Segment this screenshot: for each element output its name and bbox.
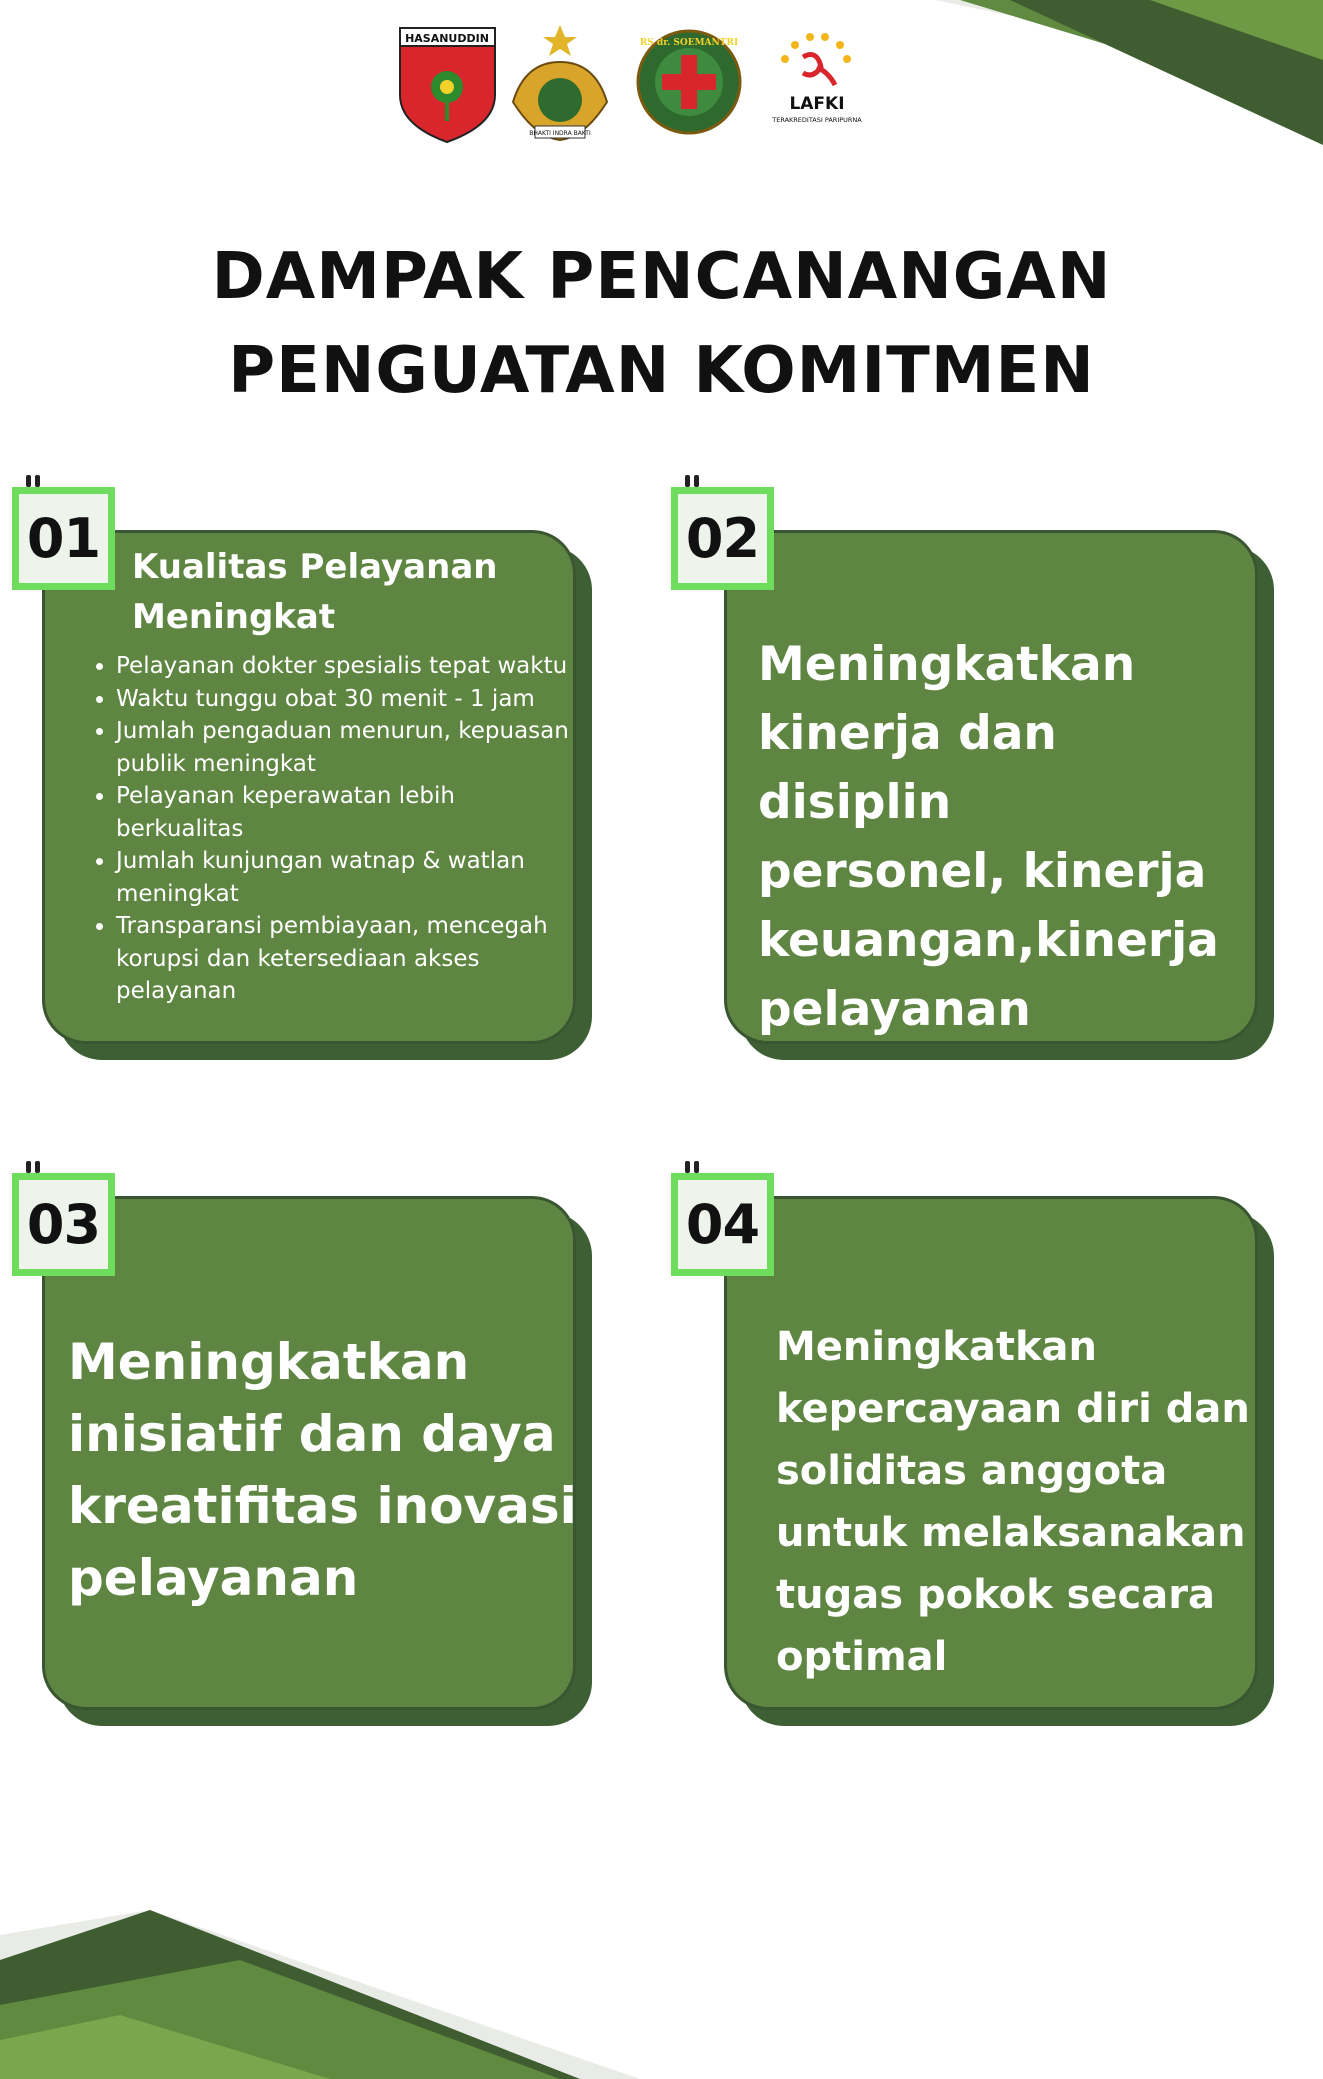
svg-text:LAFKI: LAFKI (789, 94, 845, 114)
pin-icon (26, 475, 44, 487)
pin-icon (685, 475, 703, 487)
card-01-heading: Kualitas Pelayanan Meningkat (132, 547, 498, 637)
list-item: • Jumlah pengaduan menurun, kepuasan publik meningkat (116, 715, 586, 780)
pin-icon (685, 1161, 703, 1173)
card-04-text: Meningkatkan kepercayaan diri dan soliditas anggota untuk melaksanakan tugas pokok secara optimal (776, 1324, 1250, 1680)
list-item: • Waktu tunggu obat 30 menit - 1 jam (116, 683, 586, 716)
title-line-1: DAMPAK PENCANANGAN (211, 240, 1112, 314)
card-01 (42, 530, 592, 1060)
svg-text:TERAKREDITASI PARIPURNA: TERAKREDITASI PARIPURNA (772, 116, 862, 124)
card-02-text: Meningkatkan kinerja dan disiplin personel, kinerja keuangan,kinerja pelayanan (758, 637, 1219, 1037)
card-03 (42, 1196, 592, 1726)
card-01-bullet-list (90, 650, 586, 1008)
page-title (0, 230, 1323, 418)
army-emblem-logo (505, 22, 615, 147)
title-line-2: PENGUATAN KOMITMEN (228, 334, 1095, 408)
lafki-logo (755, 27, 875, 137)
card-01-number-badge: 01 (12, 487, 115, 590)
list-item: • Transparansi pembiayaan, mencegah korupsi dan ketersediaan akses pelayanan (116, 910, 586, 1008)
card-03-number-badge: 03 (12, 1173, 115, 1276)
svg-text:BHAKTI INDRA BAKTI: BHAKTI INDRA BAKTI (529, 130, 591, 137)
list-item: • Pelayanan dokter spesialis tepat waktu (116, 650, 586, 683)
list-item: • Pelayanan keperawatan lebih berkualitas (116, 780, 586, 845)
pin-icon (26, 1161, 44, 1173)
card-02 (724, 530, 1274, 1060)
svg-text:RS dr. SOEMANTRI: RS dr. SOEMANTRI (639, 38, 739, 48)
rs-soemantri-logo (635, 27, 743, 137)
card-04 (724, 1196, 1274, 1726)
hasanuddin-logo (395, 25, 500, 145)
logo-row (390, 22, 890, 147)
svg-text:HASANUDDIN: HASANUDDIN (405, 32, 489, 45)
card-04-number-badge: 04 (671, 1173, 774, 1276)
list-item: • Jumlah kunjungan watnap & watlan meningkat (116, 845, 586, 910)
card-03-text: Meningkatkan inisiatif dan daya kreatifitas inovasi pelayanan (68, 1333, 577, 1607)
card-02-number-badge: 02 (671, 487, 774, 590)
